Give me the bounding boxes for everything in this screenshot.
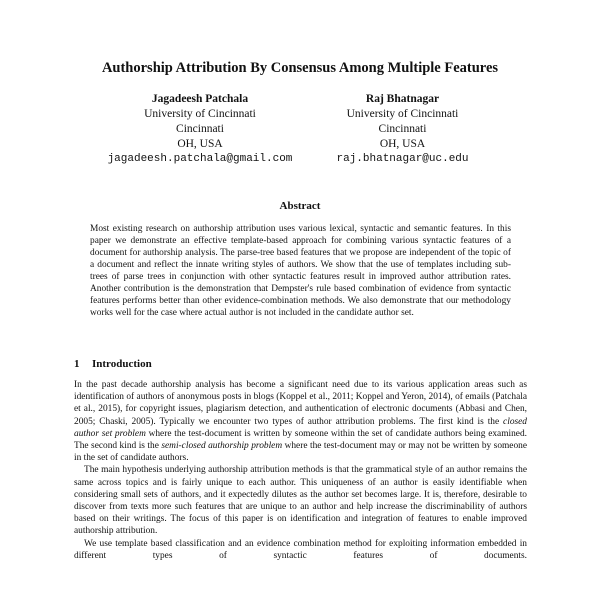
author-email: jagadeesh.patchala@gmail.com (107, 153, 293, 165)
abstract-text: Most existing research on authorship attribution uses various lexical, syntactic and semantic features. In this paper we demonstrate an effective template-based approach for combining various syntactic features of a document for authorship analysis. The parse-tree based features that we propose are independent of the topic of a document and reflect the innate writing styles of authors. We show that the use of templates including sub-trees of parse trees in conjunction with other syntactic features result in improved author attribution rates. Another contribution is the demonstration that Dempster's rule based combination of evidence from syntactic features performs better than other evidence-combination methods. We also demonstrate that our methodology works well for the case where actual author is not included in the candidate author set. (90, 224, 511, 318)
closed-author-set-term: closed author set problem (74, 416, 527, 439)
section-heading (74, 358, 152, 370)
intro-paragraph-3: We use template based classification and an evidence combination method for exploiting information embedded in different types of syntactic features of documents. (74, 538, 527, 561)
semi-closed-term: semi-closed authorship problem (161, 441, 283, 452)
author-name: Jagadeesh Patchala (151, 93, 249, 105)
introduction-body (74, 379, 527, 562)
author-city: Cincinnati (378, 123, 427, 135)
author-email: raj.bhatnagar@uc.edu (336, 153, 469, 165)
intro-text: where the test-document is written by someone within the set of candidate authors being examined. The second kind is the (74, 428, 527, 452)
author-region: OH, USA (379, 138, 426, 150)
author-affiliation: University of Cincinnati (144, 108, 256, 120)
section-title: Introduction (92, 358, 152, 370)
intro-text: In the past decade authorship analysis has become a significant need due to its various application areas such as identification of authors of anonymous posts in blogs (Koppel et al., 2011; Koppel and Yeron, 2014), of emails (Patchala et al., 2015), for copyright issues, plagiarism detection, and authentication of electronic documents (Abbasi and Chen, 2005; Chaski, 2005). Typically we encounter two types of author attribution problems. The first kind is the (74, 380, 527, 427)
paper-title: Authorship Attribution By Consensus Among Multiple Features (101, 60, 499, 76)
author-block-2 (310, 92, 495, 167)
intro-paragraph-2: The main hypothesis underlying authorship attribution methods is that the grammatical style of an author remains the same across topics and is fairly unique to each author. This uniqueness of an author is easily identifiable when considering small sets of authors, and it expectedly dilutes as the author set becomes large. It is, therefore, desirable to discover from texts more such features that are unique to an author and help increase the discriminability of authors based on their writings. The focus of this paper is on identification and integration of features to enable improved authorship attribution. (74, 465, 527, 537)
abstract-heading: Abstract (279, 200, 321, 212)
author-region: OH, USA (177, 138, 223, 150)
section-number: 1 (74, 358, 80, 370)
author-city: Cincinnati (176, 123, 224, 135)
author-name: Raj Bhatnagar (365, 93, 440, 105)
intro-text: where the test-document may or may not be written by someone in the set of candidate authors. (74, 441, 528, 464)
author-block-1 (105, 92, 295, 167)
intro-paragraph-1 (74, 379, 527, 464)
author-affiliation: University of Cincinnati (346, 108, 459, 120)
